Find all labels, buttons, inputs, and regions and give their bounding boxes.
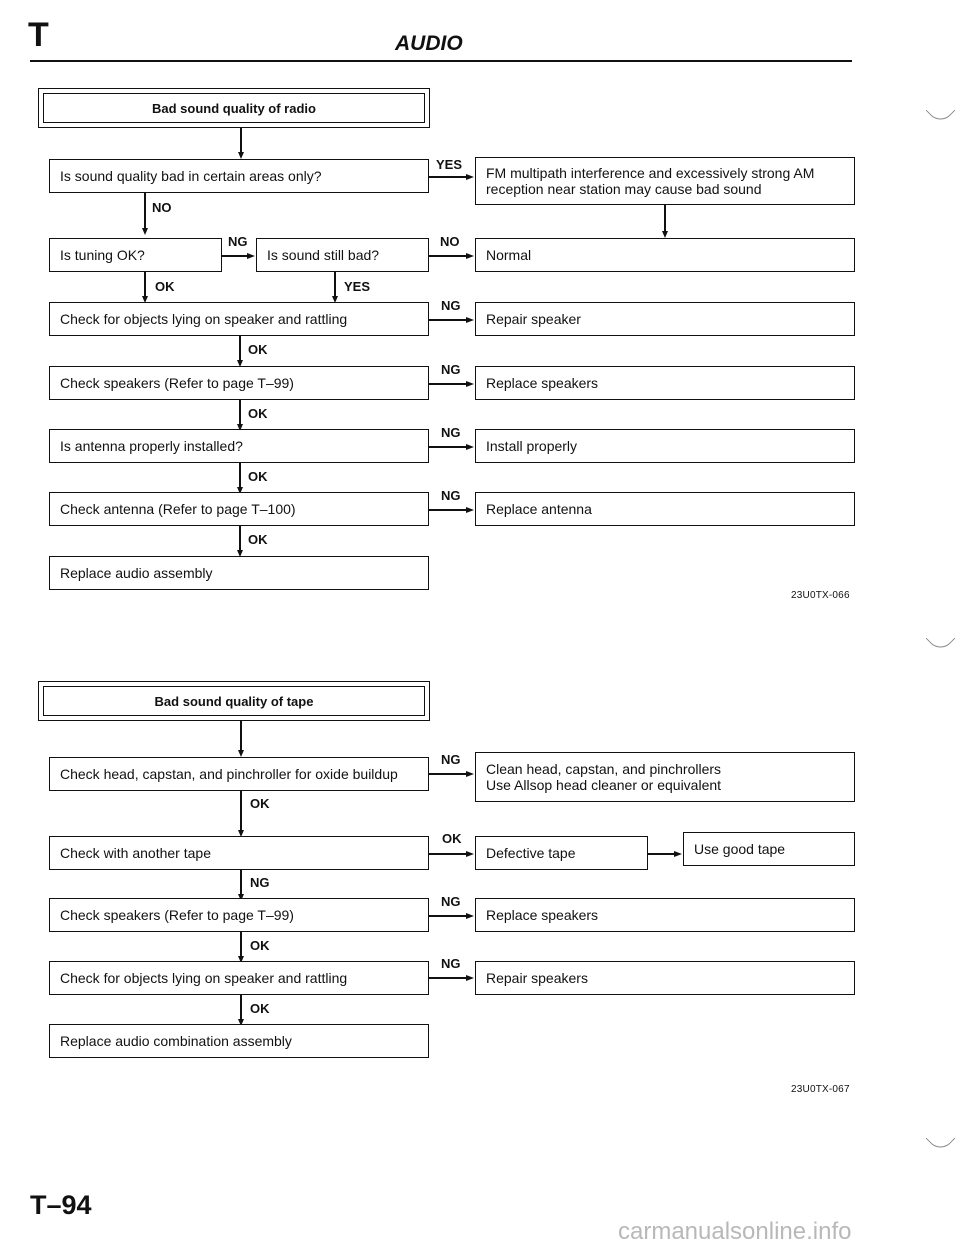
tape-figure-code: 23U0TX-067 — [791, 1084, 850, 1095]
tape-clean-head: Clean head, capstan, and pinchrollers Use Allsop head cleaner or equivalent — [475, 752, 855, 802]
watermark: carmanualsonline.info — [618, 1218, 852, 1245]
radio-check-speakers: Check speakers (Refer to page T–99) — [49, 366, 429, 400]
radio-figure-code: 23U0TX-066 — [791, 590, 850, 601]
binding-mark — [926, 624, 956, 654]
section-letter: T — [28, 16, 49, 54]
radio-fm-interference: FM multipath interference and excessively strong AM reception near station may cause bad sound — [475, 157, 855, 205]
tape-check-objects: Check for objects lying on speaker and rattling — [49, 961, 429, 995]
radio-q-tuning: Is tuning OK? — [49, 238, 222, 272]
tape-check-head: Check head, capstan, and pinchroller for oxide buildup — [49, 757, 429, 791]
binding-mark — [926, 96, 956, 126]
binding-mark — [926, 1124, 956, 1154]
header-rule — [30, 60, 852, 62]
radio-title: Bad sound quality of radio — [152, 100, 316, 116]
radio-replace-antenna: Replace antenna — [475, 492, 855, 526]
page-number: T–94 — [30, 1190, 92, 1220]
tape-check-speakers: Check speakers (Refer to page T–99) — [49, 898, 429, 932]
radio-q-certain-areas: Is sound quality bad in certain areas only? — [49, 159, 429, 193]
radio-replace-speakers: Replace speakers — [475, 366, 855, 400]
radio-q-antenna: Is antenna properly installed? — [49, 429, 429, 463]
tape-repair-speakers: Repair speakers — [475, 961, 855, 995]
radio-normal: Normal — [475, 238, 855, 272]
tape-use-good-tape: Use good tape — [683, 832, 855, 866]
tape-check-other-tape: Check with another tape — [49, 836, 429, 870]
radio-replace-audio: Replace audio assembly — [49, 556, 429, 590]
radio-check-objects: Check for objects lying on speaker and rattling — [49, 302, 429, 336]
tape-defective-tape: Defective tape — [475, 836, 648, 870]
radio-install-properly: Install properly — [475, 429, 855, 463]
radio-repair-speaker: Repair speaker — [475, 302, 855, 336]
tape-title-box — [38, 681, 430, 721]
tape-replace-speakers: Replace speakers — [475, 898, 855, 932]
tape-title: Bad sound quality of tape — [154, 693, 314, 709]
page-title: AUDIO — [395, 32, 463, 55]
tape-replace-combo: Replace audio combination assembly — [49, 1024, 429, 1058]
radio-q-still-bad: Is sound still bad? — [256, 238, 429, 272]
radio-title-box — [38, 88, 430, 128]
radio-check-antenna: Check antenna (Refer to page T–100) — [49, 492, 429, 526]
